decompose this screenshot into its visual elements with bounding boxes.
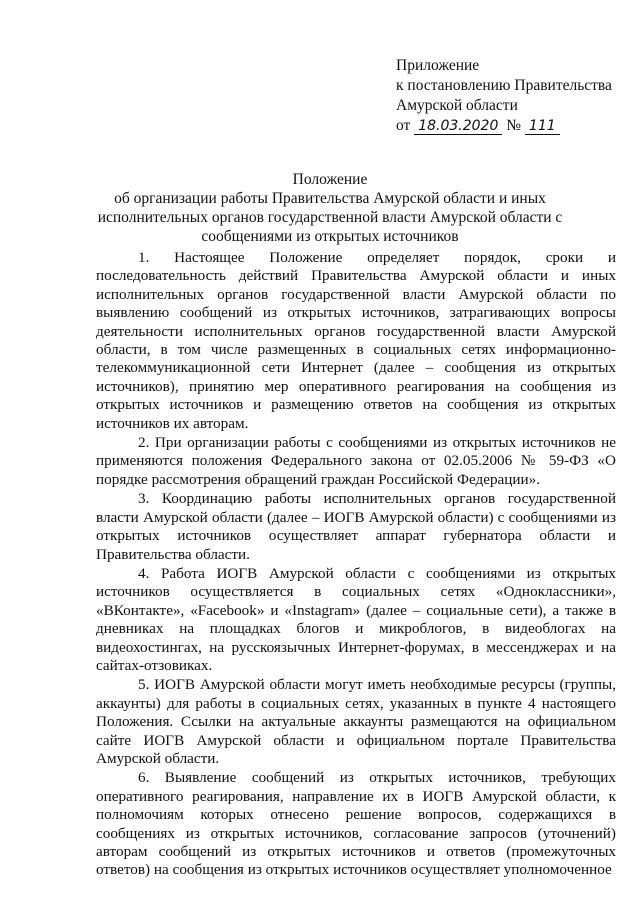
document-title — [60, 170, 600, 246]
title-line-1: об организации работы Правительства Амурской области и иных — [114, 190, 546, 207]
number-label: № — [506, 117, 522, 134]
appendix-date-line — [396, 116, 612, 136]
handwritten-number: 111 — [525, 118, 560, 135]
title-line-3: сообщениями из открытых источников — [201, 228, 459, 245]
title-line-2: исполнительных органов государственной власти Амурской области с — [97, 209, 563, 226]
paragraph-2: 2. При организации работы с сообщениями из открытых источников не применяются положения Федерального закона от 02.05.2006 № 59-ФЗ «О порядке рассмотрения обращений граждан Российской Федерации». — [96, 434, 616, 488]
paragraph-1: 1. Настоящее Положение определяет порядок, сроки и последовательность действий Правительства Амурской области и иных исполнительных органов государственной власти Амурской области по выявлению сообщений из открытых источников, затрагивающих вопросы деятельности исполнительных органов государственной власти Амурской области, в том числе размещенных в социальных сетях информационно-телекоммуникационной сети Интернет (далее – сообщения из открытых источников), принятию мер оперативного реагирования на сообщения из открытых источников и размещению ответов на сообщения из открытых источников их авторам. — [96, 249, 616, 432]
paragraph-4: 4. Работа ИОГВ Амурской области с сообщениями из открытых источников осуществляется в социальных сетях «Одноклассники», «ВКонтакте», «Facebook» и «Instagram» (далее – социальные сети), а также в дневниках на площадках блогов и микроблогов, в видеоблогах на видеохостингах, на русскоязычных Интернет-форумах, в мессенджерах и на сайтах-отзовиках. — [96, 564, 616, 674]
handwritten-date: 18.03.2020 — [414, 118, 502, 135]
paragraph-6: 6. Выявление сообщений из открытых источников, требующих оперативного реагирования, направление их в ИОГВ Амурской области, к полномочиям которых отнесено решение вопросов, содержащихся в сообщениях из открытых источников, согласование запросов (уточнений) авторам сообщений из открытых источников и ответов (промежуточных ответов) на сообщения из открытых источников осуществляет уполномоченное — [96, 769, 616, 879]
from-label: от — [396, 117, 411, 134]
appendix-block — [396, 56, 612, 136]
paragraph-3: 3. Координацию работы исполнительных органов государственной власти Амурской области (далее – ИОГВ Амурской области) с сообщениями из открытых источников осуществляет аппарат губернатора области и Правительства области. — [96, 490, 616, 563]
appendix-decree: к постановлению Правительства — [396, 77, 612, 94]
appendix-title: Приложение — [396, 57, 480, 74]
document-body — [96, 249, 616, 881]
appendix-region: Амурской области — [396, 97, 518, 114]
paragraph-5: 5. ИОГВ Амурской области могут иметь необходимые ресурсы (группы, аккаунты) для работы в социальных сетях, указанных в пункте 4 настоящего Положения. Ссылки на актуальные аккаунты размещаются на официальном сайте ИОГВ Амурской области и официальном портале Правительства Амурской области. — [96, 676, 616, 767]
title-heading: Положение — [292, 171, 368, 188]
